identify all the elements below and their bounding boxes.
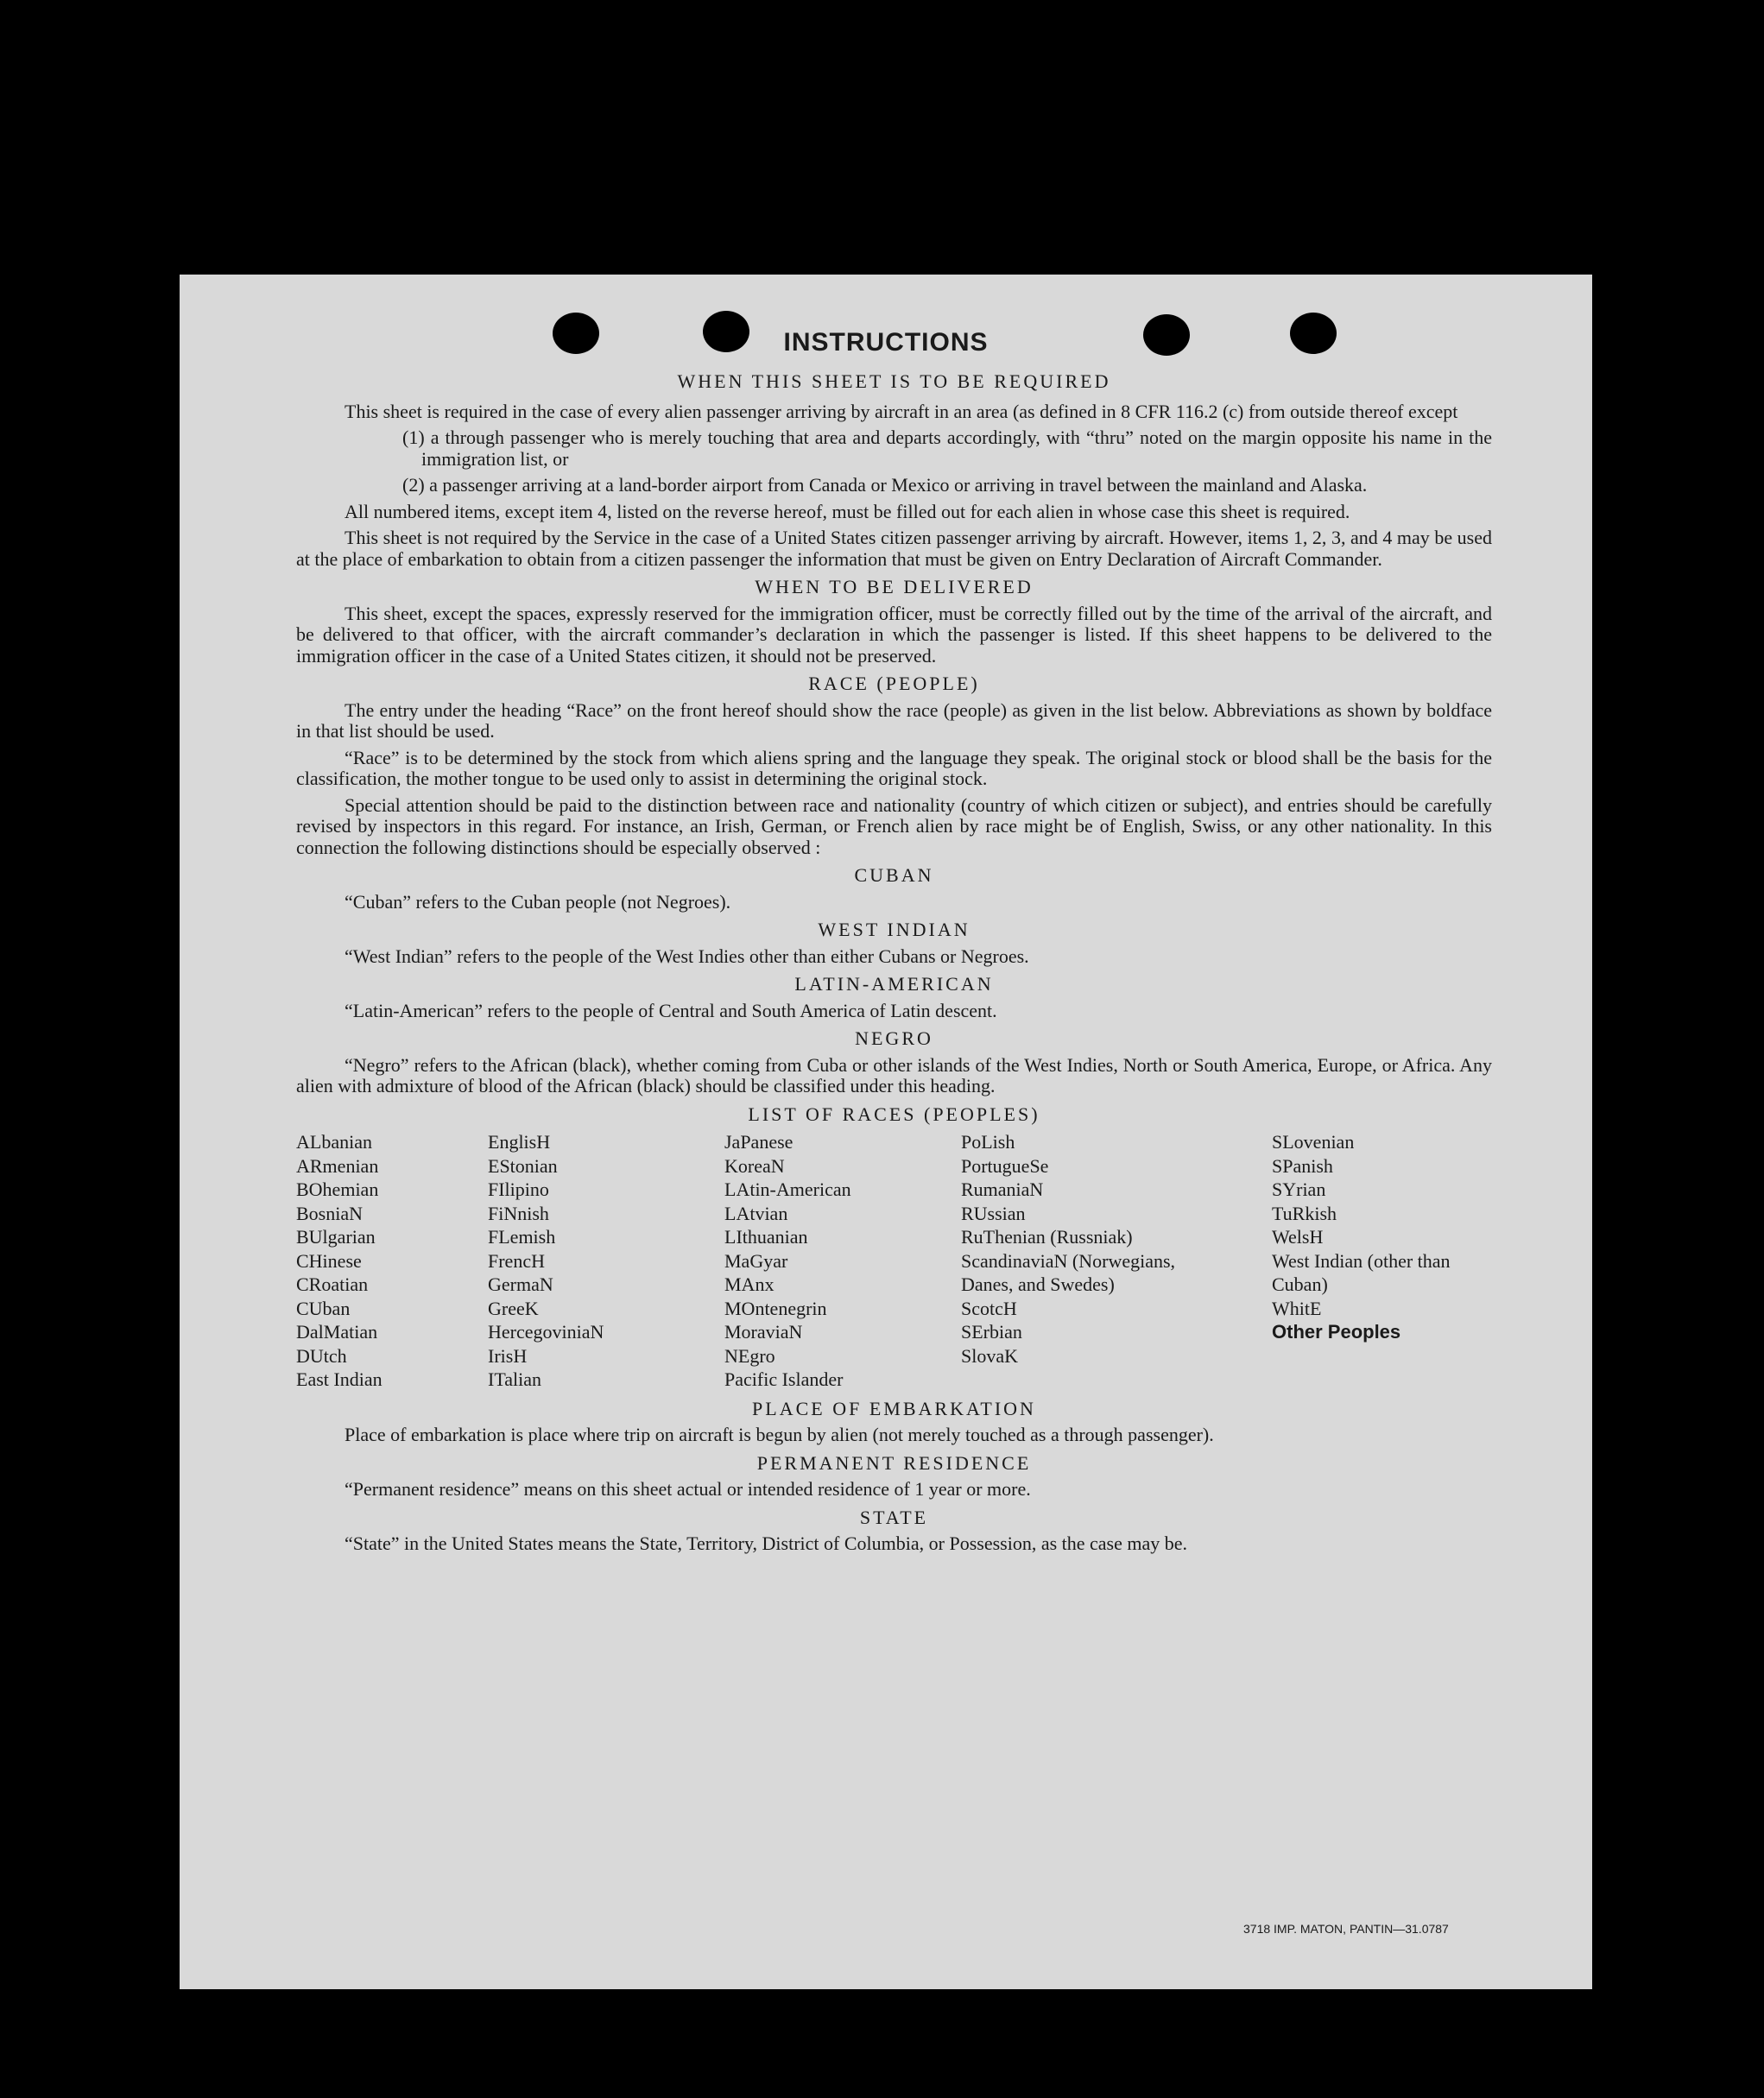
- race-entry: West Indian (other than Cuban): [1272, 1249, 1451, 1295]
- race-entry: East Indian: [296, 1368, 383, 1390]
- section-heading-latin-american: LATIN-AMERICAN: [794, 973, 994, 995]
- paragraph: This sheet, except the spaces, expressly reserved for the immigration officer, must be correctly filled out by the time of the arrival of the aircraft, and be delivered to that officer, with the aircraft commander’s declaration in which the passenger is listed. If this sheet happens to be delivered to the immigration officer in the case of a United States citizen, it should not be preserved.: [296, 602, 1492, 667]
- paragraph: “Race” is to be determined by the stock from which aliens spring and the language they speak. The original stock or blood shall be the basis for the classification, the mother tongue to be used only to assist in determining the original stock.: [296, 746, 1492, 789]
- race-entry: ITalian: [488, 1368, 541, 1390]
- race-entry: ScandinaviaN (Norwegians, Danes, and Swedes): [961, 1249, 1176, 1295]
- race-entry: LAtvian: [724, 1202, 788, 1224]
- race-entry: SErbian: [961, 1321, 1022, 1343]
- race-entry: Other Peoples: [1272, 1321, 1401, 1343]
- page-title: INSTRUCTIONS: [783, 328, 989, 357]
- section-heading-negro: NEGRO: [855, 1027, 933, 1049]
- race-entry: MOntenegrin: [724, 1297, 827, 1319]
- race-entry: SPanish: [1272, 1154, 1333, 1177]
- races-column-1: [296, 1130, 488, 1392]
- races-column-4: [961, 1130, 1272, 1392]
- race-entry: HercegoviniaN: [488, 1321, 604, 1343]
- section-heading-race: RACE (PEOPLE): [808, 673, 980, 694]
- exception-item-1: (1) a through passenger who is merely touching that area and departs accordingly, with “thru” noted on the margin opposite his name in the immigration list, or: [402, 427, 1492, 470]
- race-entry: ScotcH: [961, 1297, 1017, 1319]
- race-entry: DUtch: [296, 1344, 347, 1367]
- instruction-sheet: [180, 275, 1592, 1989]
- race-entry: RumaniaN: [961, 1179, 1044, 1200]
- race-entry: SLovenian: [1272, 1131, 1355, 1153]
- races-column-2: [488, 1130, 724, 1392]
- race-entry: BUlgarian: [296, 1226, 376, 1248]
- race-entry: NEgro: [724, 1344, 775, 1367]
- section-heading-state: STATE: [859, 1506, 929, 1528]
- races-column-5: [1272, 1130, 1492, 1392]
- race-entry: BosniaN: [296, 1202, 363, 1224]
- race-entry: DalMatian: [296, 1321, 378, 1343]
- race-entry: ARmenian: [296, 1154, 379, 1177]
- race-entry: Pacific Islander: [724, 1368, 844, 1390]
- west-indian-definition: “West Indian” refers to the people of the West Indies other than either Cubans or Negroes.: [345, 945, 1029, 967]
- section-heading-west-indian: WEST INDIAN: [818, 919, 971, 940]
- race-entry: BOhemian: [296, 1179, 379, 1200]
- race-entry: FiNnish: [488, 1202, 549, 1224]
- races-list-heading: LIST OF RACES (PEOPLES): [748, 1103, 1040, 1125]
- race-entry: FLemish: [488, 1226, 556, 1248]
- race-entry: FIlipino: [488, 1179, 549, 1200]
- section-heading-cuban: CUBAN: [854, 864, 934, 886]
- paragraph: Special attention should be paid to the distinction between race and nationality (country of which citizen or subject), and entries should be carefully revised by inspectors in this regard. For instance, an Irish, German, or French alien by race might be of English, Swiss, or any other nationality. In this connection the following distinctions should be especially observed :: [296, 793, 1492, 858]
- race-entry: EnglisH: [488, 1131, 551, 1153]
- race-entry: CRoatian: [296, 1273, 369, 1295]
- race-entry: MaGyar: [724, 1249, 788, 1272]
- race-entry: WhitE: [1272, 1297, 1322, 1319]
- race-entry: LIthuanian: [724, 1226, 808, 1248]
- race-entry: LAtin-American: [724, 1179, 851, 1200]
- state-definition: “State” in the United States means the State, Territory, District of Columbia, or Possession, as the case may be.: [345, 1532, 1188, 1554]
- paragraph: This sheet is required in the case of every alien passenger arriving by aircraft in an area (as defined in 8 CFR 116.2 (c) from outside thereof except: [345, 400, 1458, 422]
- paragraph: This sheet is not required by the Service in the case of a United States citizen passenger arriving by aircraft. However, items 1, 2, 3, and 4 may be used at the place of embarkation to obtain from a citizen passenger the information that must be given on Entry Declaration of Aircraft Commander.: [296, 527, 1492, 570]
- section-heading-residence: PERMANENT RESIDENCE: [756, 1451, 1032, 1474]
- race-entry: MAnx: [724, 1273, 775, 1295]
- race-entry: ALbanian: [296, 1131, 372, 1153]
- instructions-body: [296, 371, 1492, 1558]
- negro-definition: “Negro” refers to the African (black), whether coming from Cuba or other islands of the West Indies, North or South America, Europe, or Africa. Any alien with admixture of blood of the African (black) should be classified under this heading.: [296, 1053, 1492, 1096]
- race-entry: GermaN: [488, 1273, 553, 1295]
- residence-definition: “Permanent residence” means on this sheet actual or intended residence of 1 year or more.: [345, 1478, 1031, 1500]
- race-entry: SYrian: [1272, 1179, 1326, 1200]
- race-entry: CHinese: [296, 1249, 362, 1272]
- section-heading-delivered: WHEN TO BE DELIVERED: [755, 576, 1034, 597]
- race-entry: IrisH: [488, 1344, 528, 1367]
- race-entry: CUban: [296, 1297, 351, 1319]
- printer-imprint: 3718 IMP. MATON, PANTIN—31.0787: [1243, 1922, 1449, 1936]
- race-entry: JaPanese: [724, 1131, 793, 1153]
- race-entry: WelsH: [1272, 1226, 1324, 1248]
- race-entry: GreeK: [488, 1297, 539, 1319]
- race-entry: PortugueSe: [961, 1154, 1049, 1177]
- section-heading-required: WHEN THIS SHEET IS TO BE REQUIRED: [677, 370, 1111, 392]
- races-list: [296, 1130, 1492, 1392]
- races-column-3: [724, 1130, 961, 1392]
- section-heading-embarkation: PLACE OF EMBARKATION: [752, 1397, 1036, 1419]
- race-entry: RuThenian (Russniak): [961, 1226, 1133, 1248]
- exception-item-2: (2) a passenger arriving at a land-border airport from Canada or Mexico or arriving in travel between the mainland and Alaska.: [402, 474, 1368, 496]
- race-entry: RUssian: [961, 1202, 1026, 1224]
- paragraph: All numbered items, except item 4, listed on the reverse hereof, must be filled out for each alien in whose case this sheet is required.: [345, 500, 1350, 522]
- race-entry: KoreaN: [724, 1154, 785, 1177]
- cuban-definition: “Cuban” refers to the Cuban people (not Negroes).: [345, 890, 731, 913]
- latin-american-definition: “Latin-American” refers to the people of Central and South America of Latin descent.: [345, 999, 997, 1021]
- race-entry: SlovaK: [961, 1344, 1018, 1367]
- race-entry: TuRkish: [1272, 1202, 1337, 1224]
- embarkation-definition: Place of embarkation is place where trip on aircraft is begun by alien (not merely touched as a through passenger).: [345, 1424, 1214, 1445]
- paragraph: The entry under the heading “Race” on the front hereof should show the race (people) as given in the list below. Abbreviations as shown by boldface in that list should be used.: [296, 698, 1492, 742]
- race-entry: PoLish: [961, 1131, 1015, 1153]
- race-entry: MoraviaN: [724, 1321, 803, 1343]
- race-entry: EStonian: [488, 1154, 558, 1177]
- race-entry: FrencH: [488, 1249, 545, 1272]
